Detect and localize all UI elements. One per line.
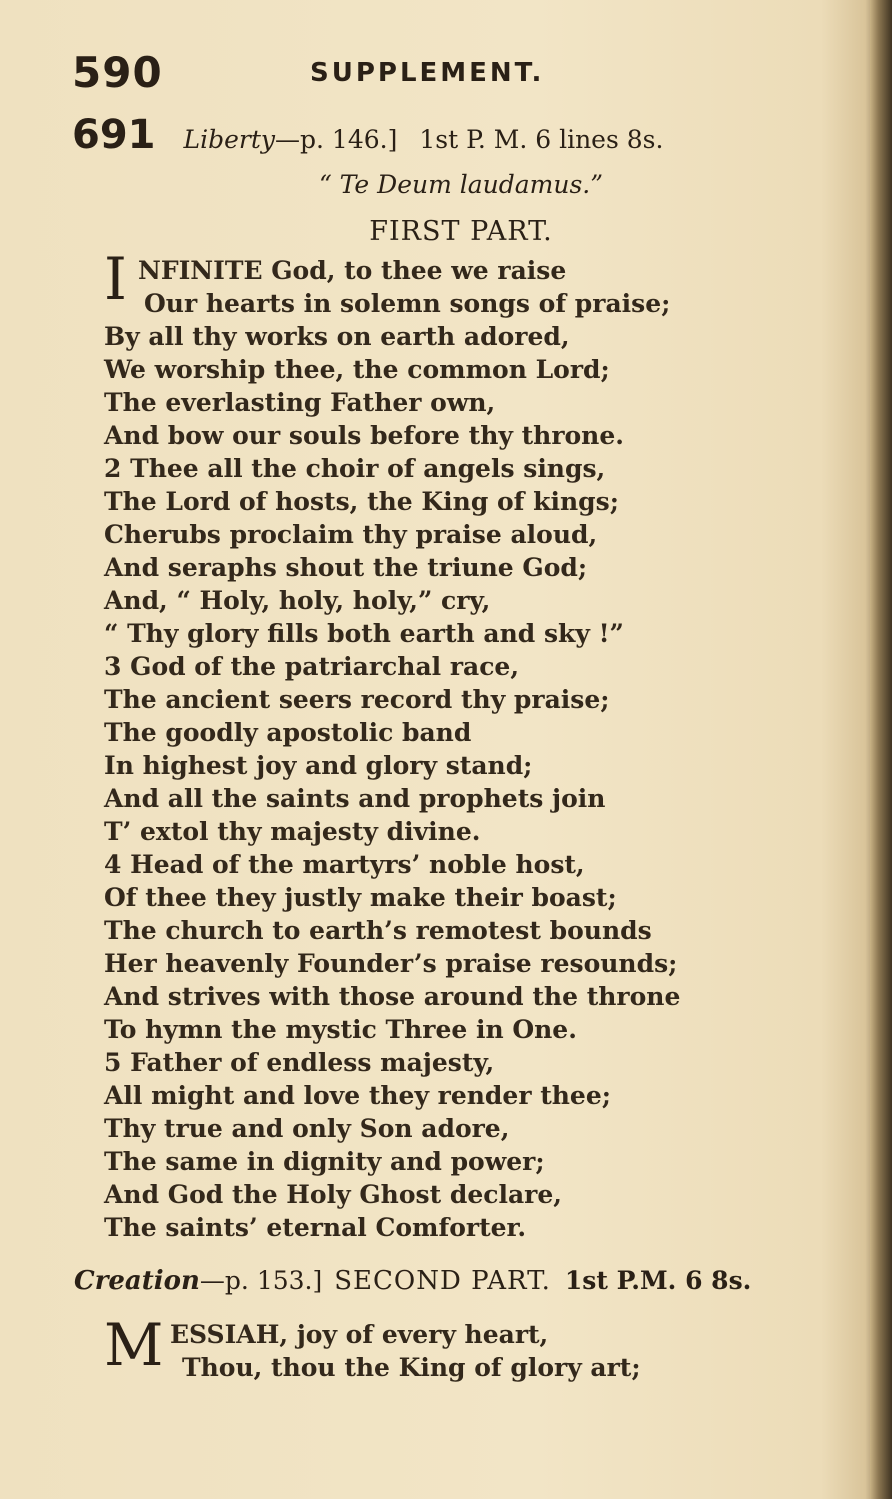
meter: 1st P. M. 6 lines 8s. [419, 125, 664, 154]
drop-cap: I [104, 245, 127, 313]
hymn-line: 2 Thee all the choir of angels sings, [104, 454, 606, 483]
hymn-line: The goodly apostolic band [104, 718, 472, 747]
hymn-line: The ancient seers record thy praise; [104, 685, 610, 714]
hymn-line: Cherubs proclaim thy praise aloud, [104, 520, 598, 549]
hymn-line: The Lord of hosts, the King of kings; [104, 487, 619, 516]
hymn-line: Of thee they justly make their boast; [104, 883, 617, 912]
tune-name: Liberty [183, 125, 276, 154]
second-part-heading [74, 1266, 854, 1296]
hymn-line: The same in dignity and power; [104, 1147, 545, 1176]
hymn-line: Our hearts in solemn songs of praise; [144, 289, 671, 318]
hymn-line: The everlasting Father own, [104, 388, 496, 417]
tune-reference: —p. 146.] [275, 125, 398, 154]
hymn-line: And bow our souls before thy throne. [104, 421, 624, 450]
hymn-line: The saints’ eternal Comforter. [104, 1213, 527, 1242]
part-title: FIRST PART. [369, 216, 553, 247]
second-tune-name: Creation [74, 1266, 200, 1296]
hymn-line: All might and love they render thee; [104, 1081, 611, 1110]
hymn-line: 5 Father of endless majesty, [104, 1048, 495, 1077]
second-part-text [104, 1311, 784, 1384]
hymn-line: We worship thee, the common Lord; [104, 355, 610, 384]
hymn-line: 4 Head of the martyrs’ noble host, [104, 850, 585, 879]
hymn-line: 3 God of the patriarchal race, [104, 652, 520, 681]
hymn-line: Thy true and only Son adore, [104, 1114, 510, 1143]
hymn-line: Her heavenly Founder’s praise resounds; [104, 949, 678, 978]
hymn-line: By all thy works on earth adored, [104, 322, 570, 351]
hymn-line: And strives with those around the throne [104, 982, 681, 1011]
hymn-line: NFINITE God, to thee we raise [138, 256, 567, 285]
drop-cap-second: M [104, 1311, 164, 1379]
hymn-line: And God the Holy Ghost declare, [104, 1180, 562, 1209]
hymn-line: ESSIAH, joy of every heart, [170, 1320, 549, 1349]
second-meter: 1st P.M. 6 8s. [564, 1266, 752, 1295]
hymn-line: To hymn the mystic Three in One. [104, 1015, 577, 1044]
hymn-number: 691 [72, 112, 156, 158]
hymn-line: T’ extol thy majesty divine. [104, 817, 481, 846]
hymn-line: “ Thy glory fills both earth and sky !” [104, 619, 624, 648]
running-head: SUPPLEMENT. [310, 58, 545, 88]
latin-title: “ Te Deum laudamus.” [318, 170, 604, 199]
hymn-line: And seraphs shout the triune God; [104, 553, 588, 582]
second-tune-reference: —p. 153.] [199, 1266, 323, 1295]
page-number: 590 [72, 48, 163, 97]
hymn-line: Thou, thou the King of glory art; [182, 1353, 641, 1382]
hymn-line: The church to earth’s remotest bounds [104, 916, 652, 945]
page-header [72, 48, 792, 98]
hymn-heading [72, 112, 812, 164]
hymn-text [104, 254, 784, 1244]
second-part-title: SECOND PART. [334, 1266, 551, 1296]
hymn-line: And, “ Holy, holy, holy,” cry, [104, 586, 491, 615]
hymn-line: In highest joy and glory stand; [104, 751, 533, 780]
hymn-line: And all the saints and prophets join [104, 784, 606, 813]
